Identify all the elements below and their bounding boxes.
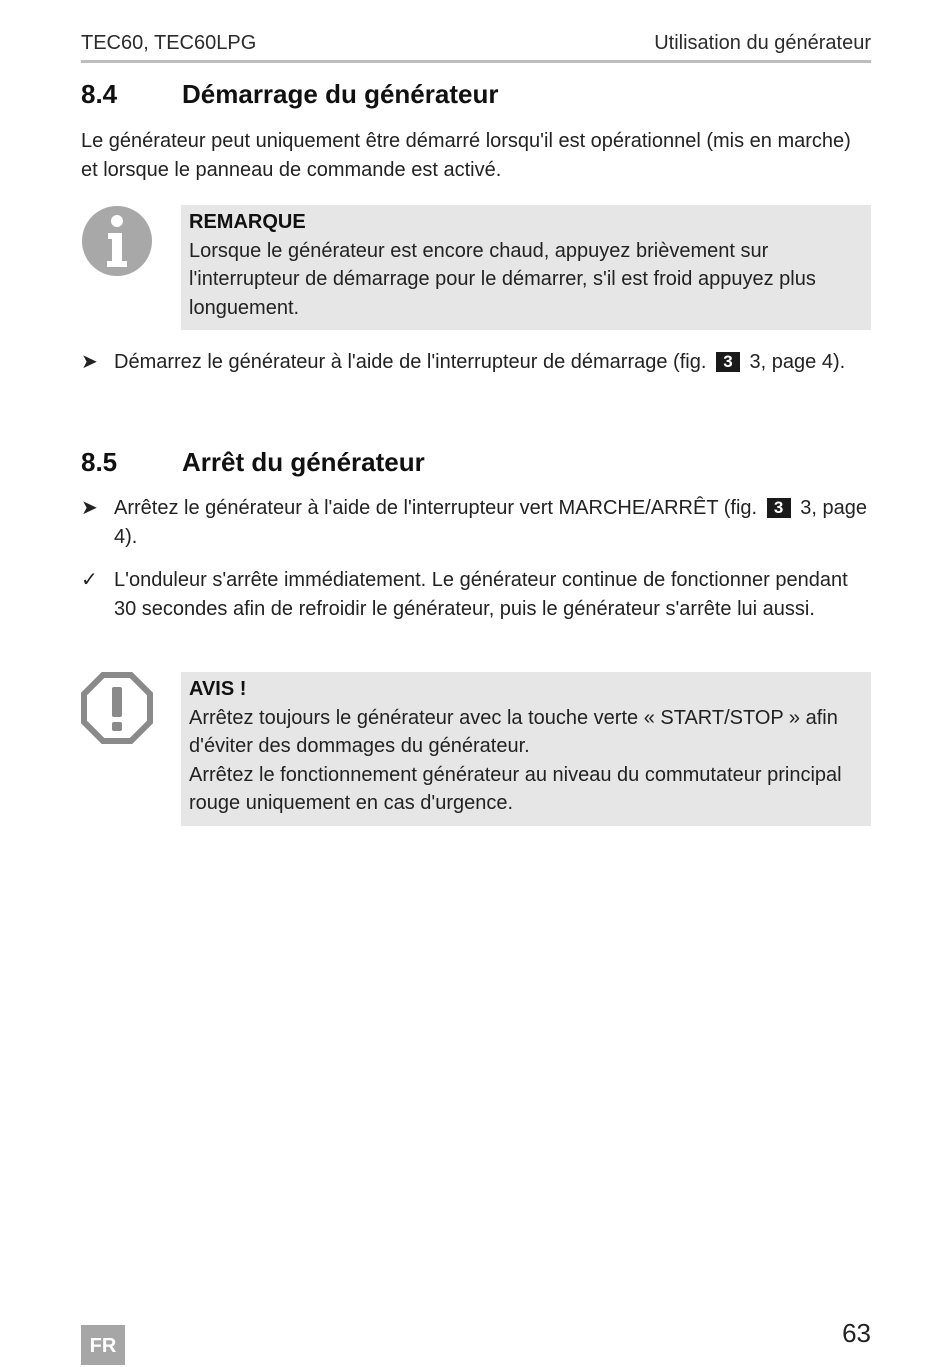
- result-text: L'onduleur s'arrête immédiatement. Le générateur continue de fonctionner pendant 30 secondes afin de refroidir le générateur, puis le générateur s'arrête lui aussi.: [114, 569, 848, 620]
- figure-ref-badge: 3: [767, 498, 791, 518]
- notice-text-1: Arrêtez toujours le générateur avec la touche verte « START/STOP » afin d'éviter des dommages du générateur.: [189, 706, 838, 757]
- stop-step: [81, 494, 871, 551]
- info-icon: [81, 205, 153, 277]
- section-title: Arrêt du générateur: [182, 447, 425, 477]
- step-text: Arrêtez le générateur à l'aide de l'interrupteur vert MARCHE/ARRÊT (fig.: [114, 497, 758, 519]
- note-title: REMARQUE: [189, 211, 306, 233]
- step-text-end: 3, page 4).: [749, 351, 846, 373]
- exclamation-octagon-icon: [81, 672, 153, 744]
- start-step: [81, 348, 871, 377]
- arrow-icon: ➤: [81, 351, 98, 373]
- result-item: [81, 566, 871, 623]
- notice-text-2: Arrêtez le fonctionnement générateur au niveau du commutateur principal rouge uniquement en cas d'urgence.: [189, 763, 842, 814]
- section-heading-8-4: [81, 79, 498, 110]
- note-text: Lorsque le générateur est encore chaud, appuyez brièvement sur l'interrupteur de démarrage pour le démarrer, s'il est froid appuyez plus longuement.: [189, 239, 816, 319]
- language-tab: FR: [81, 1325, 125, 1365]
- step-text: Démarrez le générateur à l'aide de l'interrupteur de démarrage (fig.: [114, 351, 707, 373]
- header-chapter: Utilisation du générateur: [654, 32, 871, 54]
- intro-paragraph: Le générateur peut uniquement être démarré lorsqu'il est opérationnel (mis en marche) et lorsque le panneau de commande est activé.: [81, 130, 851, 181]
- checkmark-icon: ✓: [81, 569, 98, 591]
- section-number: 8.5: [81, 447, 118, 477]
- section-number: 8.4: [81, 79, 118, 109]
- section-heading-8-5: [81, 447, 425, 478]
- page-number: 63: [842, 1318, 871, 1348]
- step-text-end: 3, page 4).: [114, 497, 867, 548]
- arrow-icon: ➤: [81, 497, 98, 519]
- page-header: [81, 30, 871, 63]
- header-product: TEC60, TEC60LPG: [81, 32, 257, 54]
- notice-title: AVIS !: [189, 678, 247, 700]
- section-title: Démarrage du générateur: [182, 79, 499, 109]
- figure-ref-badge: 3: [716, 352, 740, 372]
- notice-callout: [181, 672, 871, 826]
- note-callout: [181, 205, 871, 330]
